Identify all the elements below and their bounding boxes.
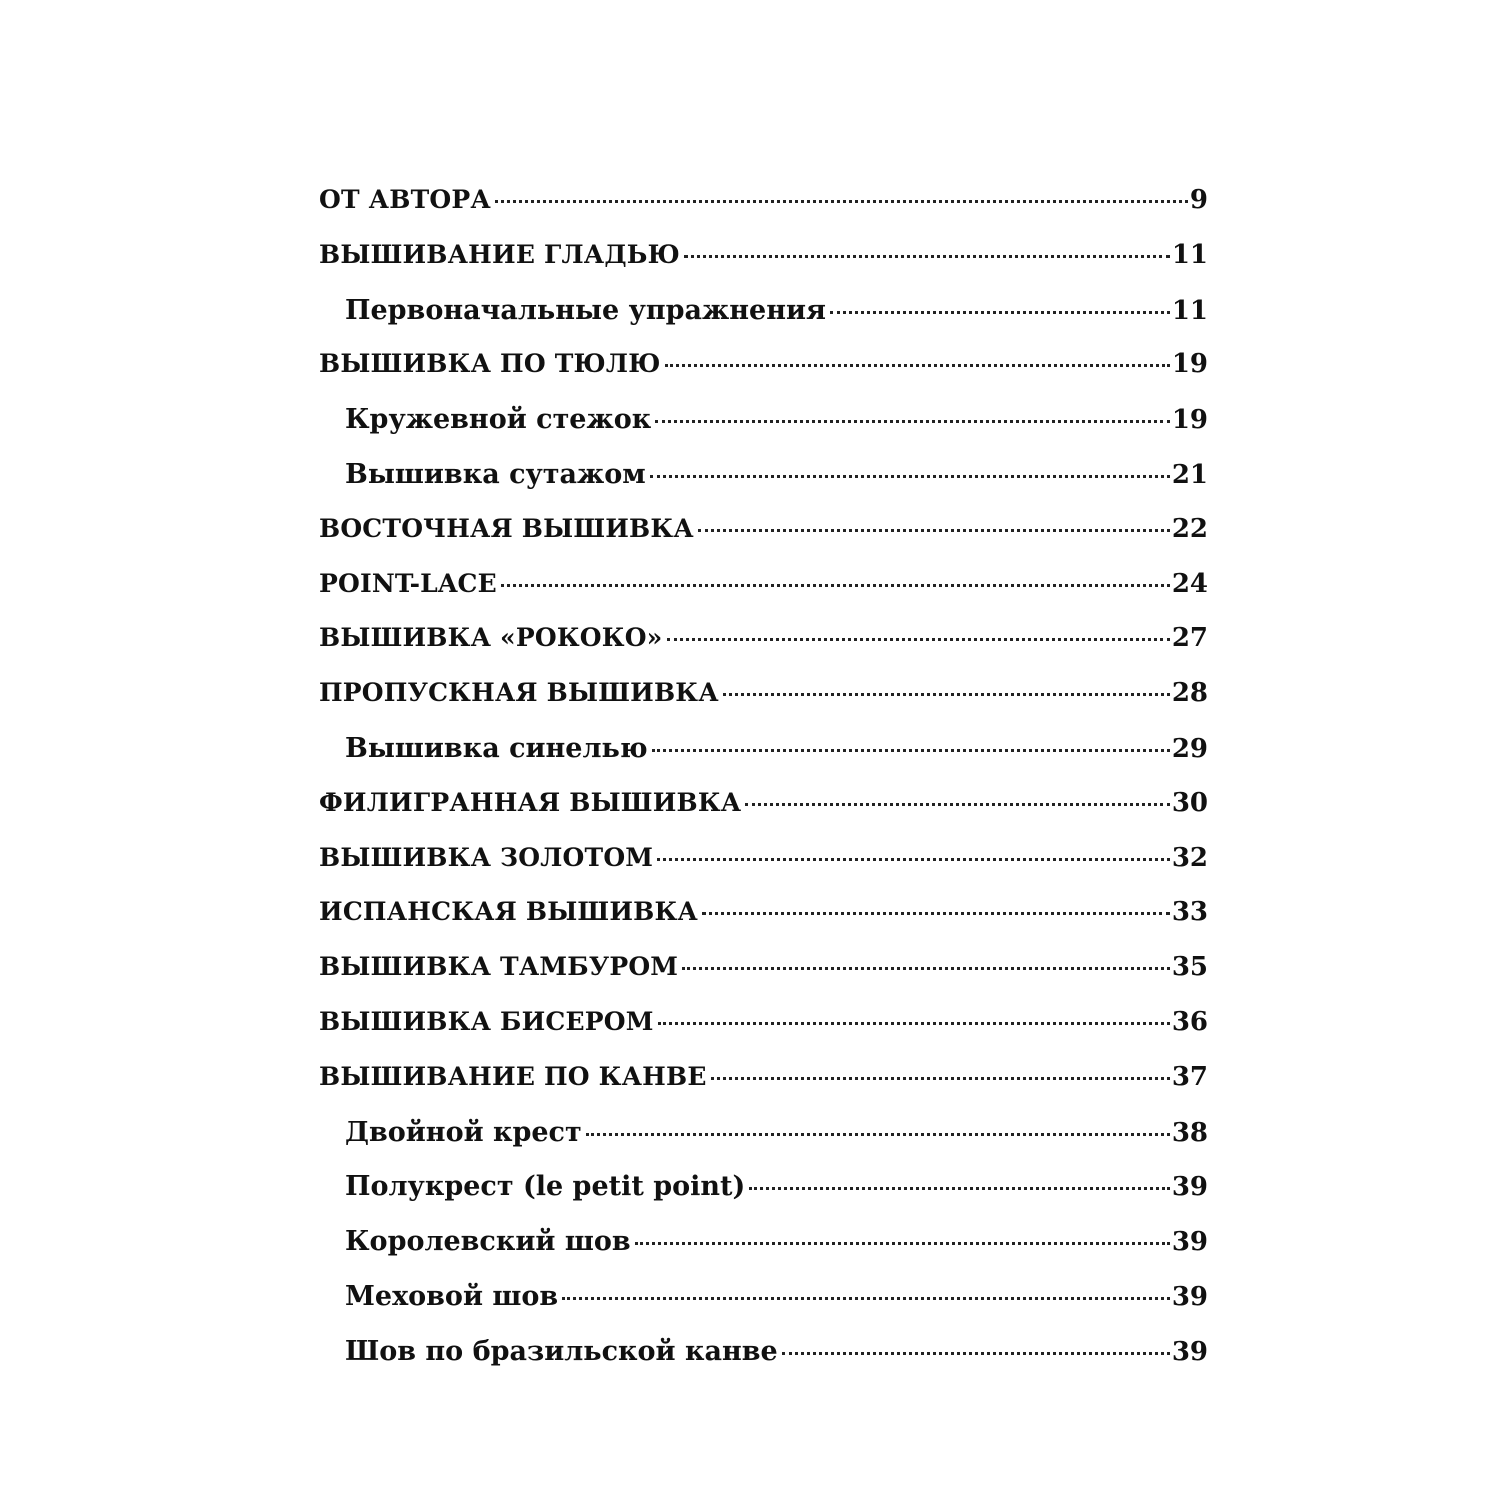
toc-section-entry xyxy=(319,185,1208,240)
dot-leader xyxy=(830,311,1170,314)
toc-section-entry xyxy=(319,1062,1208,1117)
toc-entry-title: Первоначальные упражнения xyxy=(345,294,826,326)
toc-entry-title: Шов по бразильской канве xyxy=(345,1335,778,1367)
toc-entry-title: Двойной крест xyxy=(345,1116,582,1148)
toc-entry-title: Вышивка сутажом xyxy=(345,458,646,490)
toc-page-number: 27 xyxy=(1171,623,1208,654)
toc-page-number: 11 xyxy=(1171,239,1208,270)
toc-entry-title: Королевский шов xyxy=(345,1226,631,1258)
toc-entry-title: Меховой шов xyxy=(345,1280,559,1312)
toc-entry-title: ВОСТОЧНАЯ ВЫШИВКА xyxy=(319,513,694,543)
toc-page-number: 9 xyxy=(1189,185,1208,215)
toc-entry-title: ВЫШИВКА БИСЕРОМ xyxy=(319,1006,654,1036)
toc-subsection-entry xyxy=(319,1226,1208,1281)
toc-page-number: 32 xyxy=(1171,842,1208,873)
dot-leader xyxy=(586,1133,1170,1136)
toc-entry-title: ВЫШИВКА ТАМБУРОМ xyxy=(319,952,679,982)
dot-leader xyxy=(723,693,1170,696)
toc-page-number: 30 xyxy=(1171,787,1208,818)
toc-page-number: 39 xyxy=(1171,1227,1208,1258)
toc-subsection-entry xyxy=(319,1336,1208,1391)
toc-subsection-entry xyxy=(319,459,1208,514)
dot-leader xyxy=(655,420,1170,423)
toc-entry-title: POINT-LACE xyxy=(319,568,497,598)
toc-page-number: 39 xyxy=(1171,1172,1208,1203)
dot-leader xyxy=(702,912,1170,915)
dot-leader xyxy=(682,967,1170,970)
toc-page-number: 35 xyxy=(1171,952,1208,983)
toc-entry-title: Кружевной стежок xyxy=(345,404,652,436)
dot-leader xyxy=(495,200,1188,203)
toc-section-entry xyxy=(319,514,1208,569)
toc-entry-title: ВЫШИВАНИЕ ГЛАДЬЮ xyxy=(319,239,680,269)
dot-leader xyxy=(684,255,1170,258)
toc-subsection-entry xyxy=(319,1117,1208,1172)
toc-section-entry xyxy=(319,897,1208,952)
toc-entry-title: Полукрест (le petit point) xyxy=(345,1171,746,1203)
toc-page-number: 19 xyxy=(1171,405,1208,436)
toc-section-entry xyxy=(319,952,1208,1007)
toc-page-number: 33 xyxy=(1171,897,1208,928)
toc-page-number: 28 xyxy=(1171,678,1208,709)
dot-leader xyxy=(658,1022,1170,1025)
toc-section-entry xyxy=(319,843,1208,898)
toc-page-number: 22 xyxy=(1171,513,1208,544)
dot-leader xyxy=(711,1077,1170,1080)
toc-entry-title: ИСПАНСКАЯ ВЫШИВКА xyxy=(319,897,698,927)
toc-page-number: 38 xyxy=(1171,1117,1208,1148)
toc-section-entry xyxy=(319,569,1208,624)
dot-leader xyxy=(665,364,1170,367)
toc-subsection-entry xyxy=(319,733,1208,788)
toc-subsection-entry xyxy=(319,404,1208,459)
dot-leader xyxy=(562,1297,1170,1300)
dot-leader xyxy=(745,803,1169,806)
dot-leader xyxy=(635,1242,1170,1245)
toc-page-number: 39 xyxy=(1171,1281,1208,1312)
toc-section-entry xyxy=(319,788,1208,843)
toc-entry-title: ФИЛИГРАННАЯ ВЫШИВКА xyxy=(319,787,742,817)
toc-entry-title: Вышивка синелью xyxy=(345,732,648,764)
toc-page-number: 39 xyxy=(1171,1336,1208,1367)
table-of-contents xyxy=(319,185,1208,1391)
dot-leader xyxy=(650,475,1170,478)
toc-page-number: 29 xyxy=(1171,733,1208,764)
toc-page-number: 24 xyxy=(1171,568,1208,599)
toc-page-number: 19 xyxy=(1171,349,1208,380)
toc-section-entry xyxy=(319,1007,1208,1062)
toc-subsection-entry xyxy=(319,295,1208,350)
toc-entry-title: ОТ АВТОРА xyxy=(319,185,491,214)
toc-section-entry xyxy=(319,240,1208,295)
toc-page-number: 37 xyxy=(1171,1061,1208,1092)
toc-entry-title: ВЫШИВКА «РОКОКО» xyxy=(319,623,663,653)
toc-entry-title: ПРОПУСКНАЯ ВЫШИВКА xyxy=(319,678,719,708)
dot-leader xyxy=(501,584,1170,587)
toc-page-number: 36 xyxy=(1171,1006,1208,1037)
toc-subsection-entry xyxy=(319,1281,1208,1336)
toc-entry-title: ВЫШИВКА ЗОЛОТОМ xyxy=(319,842,654,872)
toc-entry-title: ВЫШИВКА ПО ТЮЛЮ xyxy=(319,349,661,379)
dot-leader xyxy=(667,638,1170,641)
dot-leader xyxy=(698,529,1170,532)
toc-section-entry xyxy=(319,349,1208,404)
dot-leader xyxy=(749,1187,1170,1190)
dot-leader xyxy=(657,858,1170,861)
toc-section-entry xyxy=(319,678,1208,733)
dot-leader xyxy=(782,1352,1170,1355)
dot-leader xyxy=(652,749,1170,752)
toc-section-entry xyxy=(319,623,1208,678)
toc-page-number: 21 xyxy=(1171,459,1208,490)
toc-page-number: 11 xyxy=(1171,295,1208,326)
toc-subsection-entry xyxy=(319,1171,1208,1226)
toc-entry-title: ВЫШИВАНИЕ ПО КАНВЕ xyxy=(319,1061,707,1091)
